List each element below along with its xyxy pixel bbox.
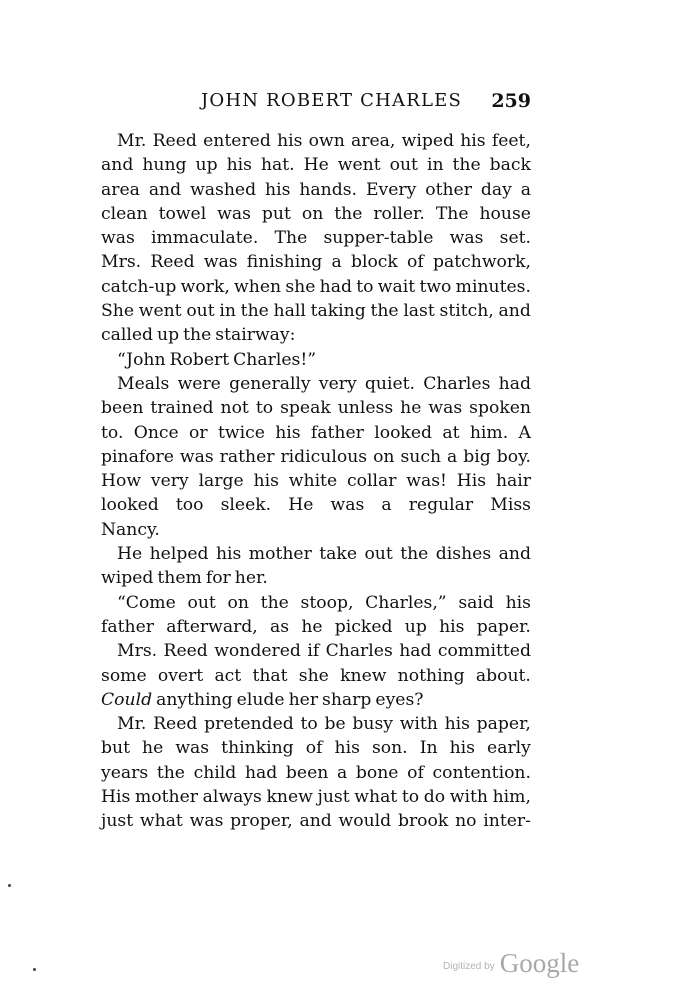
word: child xyxy=(193,762,237,783)
word: her xyxy=(288,689,319,710)
word: collar xyxy=(346,471,397,492)
word: went xyxy=(138,301,182,322)
word: in xyxy=(219,301,236,322)
word: entered xyxy=(203,131,271,151)
text-line xyxy=(101,591,531,615)
word: not xyxy=(220,398,249,419)
word: his xyxy=(275,422,301,443)
word: was xyxy=(189,811,224,832)
word: Miss xyxy=(490,495,531,516)
word: of xyxy=(305,738,323,759)
text-line xyxy=(101,202,531,226)
word: out xyxy=(364,544,393,565)
word: finishing xyxy=(246,252,323,273)
word: elude xyxy=(236,689,285,710)
word: was xyxy=(179,446,214,467)
word: boy. xyxy=(496,446,531,467)
word: paper. xyxy=(476,616,531,637)
word: Reed xyxy=(153,714,198,735)
word: the xyxy=(452,155,481,176)
word: Once xyxy=(133,422,179,443)
word: large xyxy=(198,471,244,492)
word: other xyxy=(425,179,472,200)
word: clean xyxy=(101,203,148,224)
word: Robert xyxy=(169,349,230,370)
word: area xyxy=(101,179,140,200)
word: helped xyxy=(149,544,209,565)
word: what xyxy=(139,811,183,832)
word: on xyxy=(373,446,395,467)
word: in xyxy=(426,155,444,176)
word: wiped xyxy=(101,568,154,589)
word: “Come xyxy=(117,592,176,613)
word: early xyxy=(487,738,531,759)
word: In xyxy=(419,738,438,759)
word: Meals xyxy=(117,373,170,394)
word: eyes? xyxy=(375,689,424,710)
word: on xyxy=(301,203,324,224)
word: twice xyxy=(217,422,265,443)
page-header xyxy=(101,90,531,120)
word: to xyxy=(401,787,420,808)
word: him. xyxy=(469,422,509,443)
text-line xyxy=(101,469,531,493)
word: knew xyxy=(340,665,387,686)
word: on xyxy=(227,592,249,613)
word: contention. xyxy=(432,762,531,783)
word: knew xyxy=(266,787,313,808)
word: his xyxy=(265,179,291,200)
word: wondered xyxy=(214,641,301,662)
word: years xyxy=(101,762,149,783)
word: area, xyxy=(351,131,396,151)
word: set. xyxy=(499,228,531,249)
word: looked xyxy=(374,422,433,443)
word: was! xyxy=(406,471,447,492)
word: father xyxy=(310,422,364,443)
word: inter- xyxy=(483,811,531,832)
digitized-by-google-watermark xyxy=(443,948,579,979)
word: taking xyxy=(310,301,366,322)
word: would xyxy=(338,811,392,832)
word: too xyxy=(175,495,204,516)
word: and xyxy=(498,301,531,322)
word: he xyxy=(400,398,422,419)
word: she xyxy=(298,665,329,686)
word: she xyxy=(285,276,316,297)
word: as xyxy=(270,616,290,637)
word: been xyxy=(101,398,144,419)
word: out xyxy=(389,155,418,176)
word: The xyxy=(274,228,308,249)
word: catch-up xyxy=(101,276,177,297)
word: a xyxy=(381,495,392,516)
word: two xyxy=(419,276,452,297)
word: committed xyxy=(437,641,531,662)
word: a xyxy=(447,446,458,467)
word: take xyxy=(319,544,357,565)
word: his xyxy=(449,738,475,759)
text-line xyxy=(101,299,531,323)
word: had xyxy=(319,276,352,297)
word: hair xyxy=(495,471,531,492)
word: busy xyxy=(352,714,393,735)
word: at xyxy=(442,422,460,443)
word: own xyxy=(308,131,345,151)
word: up xyxy=(195,155,218,176)
word: a xyxy=(520,179,531,200)
body-text xyxy=(101,129,531,834)
word: be xyxy=(324,714,346,735)
word: was xyxy=(330,495,365,516)
word: minutes. xyxy=(455,276,531,297)
word: stitch, xyxy=(439,301,494,322)
word: mother xyxy=(248,544,312,565)
word: bone xyxy=(355,762,399,783)
text-line xyxy=(101,664,531,688)
word: his xyxy=(460,131,486,151)
word: quiet. xyxy=(364,373,416,394)
text-line xyxy=(101,615,531,639)
text-line xyxy=(101,226,531,250)
word: immaculate. xyxy=(151,228,259,249)
word: washed xyxy=(190,179,257,200)
word: Could xyxy=(101,689,153,710)
word: Charles!” xyxy=(233,349,317,370)
word: proper, xyxy=(230,811,293,832)
text-line xyxy=(101,178,531,202)
word: to xyxy=(356,276,374,297)
text-line xyxy=(101,688,531,712)
word: Mrs. xyxy=(101,252,142,273)
word: Reed xyxy=(150,252,195,273)
word: brook xyxy=(397,811,449,832)
word: had xyxy=(244,762,278,783)
word: supper-table xyxy=(323,228,434,249)
word: last xyxy=(403,301,435,322)
word: She xyxy=(101,301,135,322)
word: for xyxy=(205,568,231,589)
word: the xyxy=(183,325,212,346)
word: Charles xyxy=(325,641,393,662)
word: big xyxy=(463,446,491,467)
word: he xyxy=(142,738,164,759)
word: some xyxy=(101,665,147,686)
text-line xyxy=(101,129,531,153)
word: towel xyxy=(158,203,207,224)
word: up xyxy=(404,616,427,637)
word: Charles,” xyxy=(365,592,447,613)
word: was xyxy=(101,228,135,249)
watermark-prefix: Digitized by xyxy=(443,961,495,972)
word: was xyxy=(428,398,463,419)
word: sleek. xyxy=(220,495,272,516)
word: wiped xyxy=(401,131,454,151)
word: to. xyxy=(101,422,124,443)
word: wait xyxy=(377,276,416,297)
word: Reed xyxy=(152,131,197,151)
word: the xyxy=(260,592,289,613)
word: of xyxy=(407,252,424,273)
word: looked xyxy=(101,495,159,516)
word: with xyxy=(449,787,488,808)
word: the xyxy=(370,301,399,322)
word: his xyxy=(505,592,531,613)
word: He xyxy=(303,155,329,176)
word: always xyxy=(202,787,262,808)
word: the xyxy=(400,544,429,565)
word: thinking xyxy=(221,738,294,759)
word: unless xyxy=(337,398,394,419)
text-line xyxy=(101,275,531,299)
word: was xyxy=(175,738,210,759)
word: said xyxy=(458,592,494,613)
word: called xyxy=(101,325,154,346)
word: rather xyxy=(219,446,275,467)
word: out xyxy=(186,301,215,322)
text-line xyxy=(101,761,531,785)
word: and xyxy=(299,811,332,832)
word: do xyxy=(423,787,446,808)
text-line xyxy=(101,785,531,809)
word: no xyxy=(455,811,477,832)
word: Mr. xyxy=(117,714,147,735)
word: the xyxy=(156,762,185,783)
text-line xyxy=(101,639,531,663)
word: with xyxy=(399,714,438,735)
word: him, xyxy=(492,787,531,808)
word: his xyxy=(334,738,360,759)
word: father xyxy=(101,616,154,637)
word: afterward, xyxy=(166,616,258,637)
word: out xyxy=(187,592,216,613)
word: His xyxy=(456,471,487,492)
word: the xyxy=(334,203,363,224)
word: her. xyxy=(234,568,268,589)
word: his xyxy=(277,131,303,151)
word: Mrs. xyxy=(117,641,158,662)
word: house xyxy=(479,203,531,224)
word: what xyxy=(354,787,398,808)
word: and xyxy=(101,155,134,176)
text-line xyxy=(101,250,531,274)
running-head: JOHN ROBERT CHARLES xyxy=(201,90,463,111)
word: spoken xyxy=(469,398,531,419)
word: and xyxy=(148,179,182,200)
word: Charles xyxy=(423,373,491,394)
word: hat. xyxy=(260,155,295,176)
word: speak xyxy=(280,398,331,419)
word: to xyxy=(300,714,318,735)
word: his xyxy=(226,155,252,176)
word: act xyxy=(214,665,242,686)
word: hall xyxy=(273,301,306,322)
word: Mr. xyxy=(117,131,147,151)
word: such xyxy=(400,446,442,467)
word: was xyxy=(203,252,238,273)
word: generally xyxy=(229,373,311,394)
word: was xyxy=(217,203,251,224)
word: hands. xyxy=(299,179,358,200)
text-line xyxy=(101,372,531,396)
text-line xyxy=(101,153,531,177)
word: was xyxy=(449,228,484,249)
word: back xyxy=(489,155,531,176)
word: to xyxy=(255,398,274,419)
scan-speck xyxy=(33,968,36,971)
word: went xyxy=(337,155,381,176)
word: mother xyxy=(134,787,198,808)
word: that xyxy=(252,665,288,686)
text-line xyxy=(101,542,531,566)
watermark-brand: Google xyxy=(499,948,580,978)
word: very xyxy=(318,373,357,394)
text-line xyxy=(101,518,531,542)
word: his xyxy=(439,616,465,637)
text-line xyxy=(101,566,531,590)
word: dishes xyxy=(435,544,492,565)
word: of xyxy=(407,762,424,783)
text-line xyxy=(101,712,531,736)
word: Reed xyxy=(163,641,208,662)
word: just xyxy=(101,811,134,832)
text-line xyxy=(101,396,531,420)
word: anything xyxy=(156,689,233,710)
word: pinafore xyxy=(101,446,174,467)
word: white xyxy=(288,471,338,492)
word: his xyxy=(215,544,242,565)
word: He xyxy=(117,544,143,565)
word: the xyxy=(240,301,269,322)
text-line xyxy=(101,493,531,517)
text-line xyxy=(101,323,531,347)
word: had xyxy=(399,641,432,662)
word: The xyxy=(435,203,469,224)
word: nothing xyxy=(397,665,465,686)
text-line xyxy=(101,421,531,445)
word: up xyxy=(157,325,180,346)
word: about. xyxy=(475,665,531,686)
word: patchwork, xyxy=(432,252,531,273)
word: He xyxy=(288,495,314,516)
word: his xyxy=(253,471,279,492)
word: stairway: xyxy=(215,325,296,346)
text-line xyxy=(101,445,531,469)
word: block xyxy=(350,252,398,273)
word: Every xyxy=(365,179,417,200)
word: paper, xyxy=(476,714,531,735)
word: them xyxy=(157,568,202,589)
word: A xyxy=(518,422,531,443)
word: picked xyxy=(334,616,393,637)
word: pretended xyxy=(204,714,294,735)
word: stoop, xyxy=(300,592,354,613)
word: had xyxy=(498,373,531,394)
word: overt xyxy=(157,665,204,686)
word: feet, xyxy=(491,131,531,151)
scan-speck xyxy=(8,884,11,887)
word: hung xyxy=(142,155,187,176)
word: and xyxy=(498,544,531,565)
word: sharp xyxy=(322,689,372,710)
word: day xyxy=(480,179,512,200)
word: roller. xyxy=(373,203,425,224)
word: Nancy. xyxy=(101,519,160,540)
word: when xyxy=(234,276,282,297)
word: regular xyxy=(408,495,474,516)
word: or xyxy=(189,422,208,443)
word: son. xyxy=(371,738,408,759)
word: been xyxy=(285,762,329,783)
word: put xyxy=(261,203,291,224)
word: trained xyxy=(150,398,214,419)
word: a xyxy=(331,252,342,273)
word: if xyxy=(307,641,320,662)
page-number: 259 xyxy=(491,90,531,112)
text-line xyxy=(101,736,531,760)
word: “John xyxy=(117,349,166,370)
word: he xyxy=(301,616,323,637)
word: work, xyxy=(180,276,230,297)
word: very xyxy=(150,471,189,492)
word: his xyxy=(444,714,470,735)
word: but xyxy=(101,738,130,759)
text-line xyxy=(101,348,531,372)
word: a xyxy=(336,762,348,783)
word: were xyxy=(177,373,221,394)
word: His xyxy=(101,787,131,808)
word: How xyxy=(101,471,142,492)
text-line xyxy=(101,809,531,833)
word: just xyxy=(317,787,350,808)
word: ridiculous xyxy=(280,446,368,467)
